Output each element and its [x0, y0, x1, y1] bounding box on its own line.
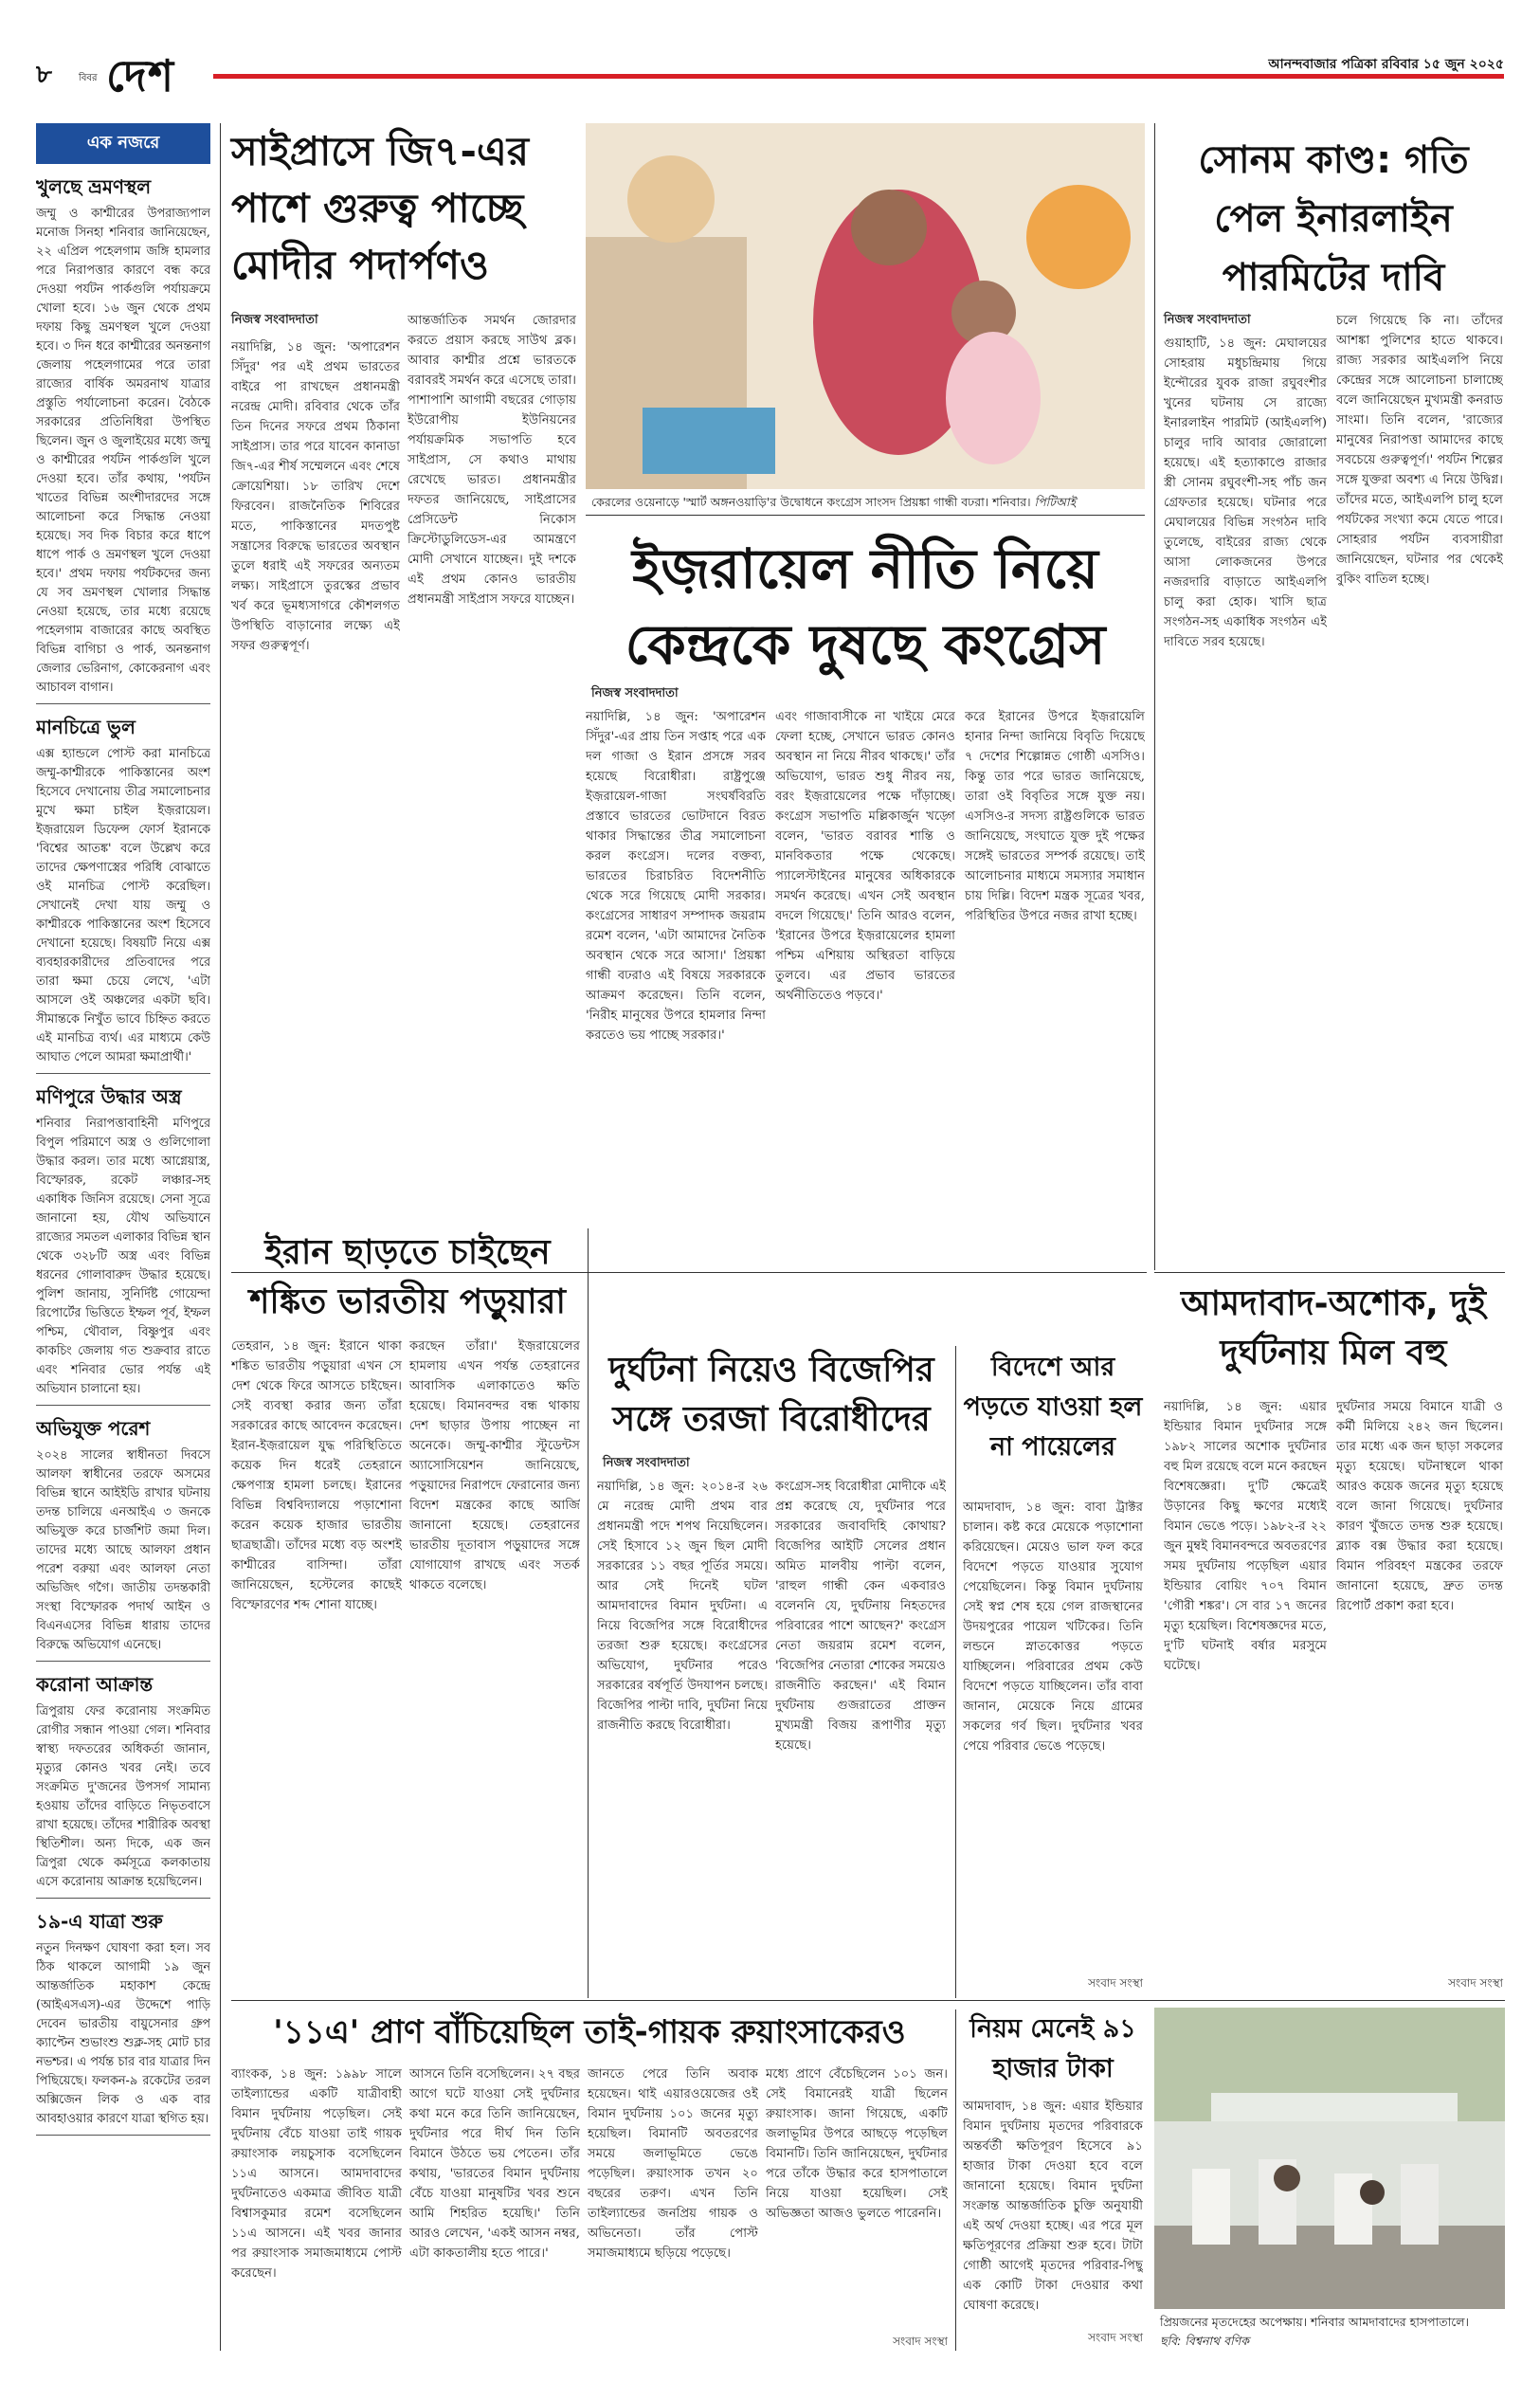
sidebar-banner [36, 123, 210, 164]
section-logo: দেশ [106, 50, 175, 101]
sidebar-item-head: অভিযুক্ত পরেশ [36, 1417, 151, 1440]
israel-headline: ইজ়রায়েল নীতি নিয়ে কেন্দ্রকে দুষছে কংগ্রেস [625, 536, 1106, 677]
bjp-col-2: কংগ্রেস-সহ বিরোধীরা মোদীকে এই প্রশ্ন করেছে যে, দুর্ঘটনার পরে সরকারের জবাবদিহি কোথায়? বিজেপির আইটি সেলের প্রধান অমিত মালবীয় পাল্টা বলেন, 'রাহুল গান্ধী কেন একবারও বলেননি যে, দুর্ঘটনায় নিহতদের পরিবারের পাশে আছেন?' কংগ্রেস নেতা জয়রাম রমেশ বলেন, 'বিজেপির নেতারা শোকের সময়েও রাজনীতি করছেন।' এই বিমান দুর্ঘটনায় গুজরাতের প্রাক্তন মুখ্যমন্ত্রী বিজয় রূপাণীর মৃত্যু হয়েছে। [775, 1480, 946, 1753]
photo-priyanka [586, 123, 1145, 489]
divider-right-col [1154, 123, 1155, 1270]
ahmedabad-col-2: দুর্ঘটনার সময়ে বিমানে যাত্রী ও কর্মী মিলিয়ে ২৪২ জন ছিলেন। তার মধ্যে এক জন ছাড়া সকলের মৃত্যু হয়েছে। ঘটনাস্থলে থাকা আরও কয়েক জনের মৃত্যু হয়েছে বলে জানা গিয়েছে। দুর্ঘটনার কারণ খুঁজতে তদন্ত শুরু হয়েছে। ব্ল্যাক বক্স উদ্ধার করা হয়েছে। বিমান পরিবহণ মন্ত্রকের তরফে জানানো হয়েছে, দ্রুত তদন্ত রিপোর্ট প্রকাশ করা হবে। [1336, 1400, 1503, 1613]
masthead-meta [1268, 53, 1504, 76]
eleven-col-4: মধ্যে প্রাণে বেঁচেছিলেন ১০১ জন। সেই বিমানেরই যাত্রী ছিলেন রুয়াংসাক। জানা গিয়েছে, একটি জলাভূমির উপরে আছড়ে পড়েছিল বিমানটি। তিনি জানিয়েছেন, দুর্ঘটনার পরে তাঁকে উদ্ধার করে হাসপাতালে নিয়ে যাওয়া হয়েছিল। সেই অভিজ্ঞতা আজও ভুলতে পারেননি। [766, 2067, 948, 2221]
sidebar-item [36, 1415, 210, 1662]
cyprus-headline: সাইপ্রাসে জি৭-এর পাশে গুরুত্ব পাচ্ছে মোদীর পদার্পণও [231, 128, 529, 288]
bjp-col-1: নয়াদিল্লি, ১৪ জুন: ২০১৪-র ২৬ মে নরেন্দ্র মোদী প্রথম বার প্রধানমন্ত্রী পদে শপথ নিয়েছিলেন। সেই হিসাবে ১২ জুন ছিল মোদী সরকারের ১১ বছর পূর্তির সময়ে। আর সেই দিনেই ঘটল আমদাবাদের বিমান দুর্ঘটনা। এ নিয়ে বিজেপির সঙ্গে বিরোধীদের তরজা শুরু হয়েছে। কংগ্রেসের অভিযোগ, দুর্ঘটনার পরেও সরকারের বর্ষপূর্তি উদযাপন চলছে। বিজেপির পাল্টা দাবি, দুর্ঘটনা নিয়ে রাজনীতি করছে বিরোধীরা। [597, 1480, 768, 1733]
logo-small: বিবর [79, 73, 98, 83]
sidebar-item-head: খুলছে ভ্রমণস্থল [36, 175, 152, 198]
sidebar-item [36, 173, 210, 704]
sonam-byline: নিজস্ব সংবাদদাতা [1164, 313, 1251, 327]
iran-col-2: করছেন তাঁরা।' ইজ়রায়েলের হামলায় এখন পর্যন্ত তেহরানের আবাসিক এলাকাতেও ক্ষতি হয়েছে। বিমানবন্দর বন্ধ থাকায় দেশ ছাড়ার উপায় পাচ্ছেন না অনেকে। জম্মু-কাশ্মীর স্টুডেন্টস অ্যাসোসিয়েশন জানিয়েছে, পড়ুয়াদের নিরাপদে ফেরানোর জন্য বিদেশ মন্ত্রকের কাছে আর্জি জানানো হয়েছে। তেহরানের ভারতীয় দূতাবাস পড়ুয়াদের সঙ্গে যোগাযোগ রাখছে এবং সতর্ক থাকতে বলেছে। [409, 1339, 580, 1592]
cyprus-byline: নিজস্ব সংবাদদাতা [231, 313, 318, 327]
sidebar-item-body: শনিবার নিরাপত্তাবাহিনী মণিপুরে বিপুল পরিমাণে অস্ত্র ও গুলিগোলা উদ্ধার করল। তার মধ্যে আগ্নেয়াস্ত্র, বিস্ফোরক, রকেট লঞ্চার-সহ একাধিক জিনিস রয়েছে। সেনা সূত্রে জানানো হয়, যৌথ অভিযানে রাজ্যের সমতল এলাকার বিভিন্ন স্থান থেকে ৩২৮টি অস্ত্র এবং বিভিন্ন ধরনের গোলাবারুদ উদ্ধার হয়েছে। পুলিশ জানায়, সুনির্দিষ্ট গোয়েন্দা রিপোর্টের ভিত্তিতে ইম্ফল পূর্ব, ইম্ফল পশ্চিম, থৌবাল, বিষ্ণুপুর এবং কাকচিং জেলায় গত শুক্রবার রাতে এবং শনিবার ভোর পর্যন্ত এই অভিযান চালানো হয়। [36, 1117, 210, 1396]
eleven-headline: '১১এ' প্রাণ বাঁচিয়েছিল তাই-গায়ক রুয়াংসাকেরও [273, 2013, 906, 2051]
sidebar-item-head: মানচিত্রে ভুল [36, 716, 136, 738]
photo-hospital-caption: প্রিয়জনের মৃতদেহের অপেক্ষায়। শনিবার আমদাবাদের হাসপাতালে। [1160, 2315, 1469, 2329]
masthead [0, 0, 1540, 101]
sidebar-divider [220, 123, 221, 2351]
israel-col-1: নয়াদিল্লি, ১৪ জুন: 'অপারেশন সিঁদুর'-এর প্রায় তিন সপ্তাহ পরে এক দল গাজা ও ইরান প্রসঙ্গে সরব হয়েছে বিরোধীরা। রাষ্ট্রপুঞ্জে ইজ়রায়েল-গাজা সংঘর্ষবিরতি প্রস্তাবে ভারতের ভোটদানে বিরত থাকার সিদ্ধান্তের তীব্র সমালোচনা করল কংগ্রেস। দলের বক্তব্য, ভারতের চিরাচরিত বিদেশনীতি থেকে সরে গিয়েছে মোদী সরকার। কংগ্রেসের সাধারণ সম্পাদক জয়রাম রমেশ বলেন, 'এটা আমাদের নৈতিক অবস্থান থেকে সরে আসা।' প্রিয়ঙ্কা গান্ধী বঢরাও এই বিষয়ে সরকারকে আক্রমণ করেছেন। তিনি বলেন, 'নিরীহ মানুষের উপরে হামলার নিন্দা করতেও ভয় পাচ্ছে সরকার।' [586, 710, 766, 1043]
sidebar-item [36, 714, 210, 1074]
photo-hospital-image [1154, 2008, 1505, 2309]
sonam-headline: সোনম কাণ্ড: গতি পেল ইনারলাইন পারমিটের দাবি [1198, 138, 1469, 300]
eleven-source: সংবাদ সংস্থা [893, 2335, 948, 2348]
sidebar-item-head: করোনা আক্রান্ত [36, 1673, 154, 1696]
abroad-body: আমদাবাদ, ১৪ জুন: বাবা ট্রাক্টর চালান। কষ্ট করে মেয়েকে পড়াশোনা করিয়েছেন। মেয়েও ভাল ফল করে বিদেশে পড়তে যাওয়ার সুযোগ পেয়েছিলেন। কিন্তু বিমান দুর্ঘটনায় সেই স্বপ্ন শেষ হয়ে গেল রাজস্থানের উদয়পুরের পায়েল খটিকের। তিনি লন্ডনে স্নাতকোত্তর পড়তে যাচ্ছিলেন। পরিবারের প্রথম কেউ বিদেশে পড়তে যাচ্ছিলেন। তাঁর বাবা জানান, মেয়েকে নিয়ে গ্রামের সকলের গর্ব ছিল। দুর্ঘটনার খবর পেয়ে পরিবার ভেঙে পড়েছে। [963, 1500, 1143, 1754]
sidebar-item [36, 1908, 210, 2136]
israel-col-3: করে ইরানের উপরে ইজ়রায়েলি হানার নিন্দা জানিয়ে বিবৃতি দিয়েছে ৭ দেশের শিল্পোন্নত গোষ্ঠী এসসিও। কিন্তু তার পরে ভারত জানিয়েছে, তারা ওই বিবৃতির সঙ্গে যুক্ত নয়। এসসিও-র সদস্য রাষ্ট্রগুলিকে ভারত জানিয়েছে, সংঘাতে যুক্ত দুই পক্ষের সঙ্গেই ভারতের সম্পর্ক রয়েছে। তাই আলোচনার মাধ্যমে সমস্যার সমাধান চায় দিল্লি। বিদেশ মন্ত্রক সূত্রের খবর, পরিস্থিতির উপরে নজর রাখা হচ্ছে। [965, 710, 1145, 923]
iran-col-1: তেহরান, ১৪ জুন: ইরানে থাকা শঙ্কিত ভারতীয় পড়ুয়ারা এখন সে দেশ থেকে ফিরে আসতে চাইছেন। সেই ব্যবস্থা করার জন্য তাঁরা সরকারের কাছে আবেদন করেছেন। ইরান-ইজ়রায়েল যুদ্ধ পরিস্থিতিতে কয়েক দিন ধরেই তেহরানে ক্ষেপণাস্ত্র হামলা চলছে। ইরানের বিভিন্ন বিশ্ববিদ্যালয়ে পড়াশোনা করেন কয়েক হাজার ভারতীয় ছাত্রছাত্রী। তাঁদের মধ্যে বড় অংশই কাশ্মীরের বাসিন্দা। তাঁরা জানিয়েছেন, হস্টেলের কাছেই বিস্ফোরণের শব্দ শোনা যাচ্ছে। [231, 1339, 402, 1612]
cyprus-col-2: আন্তর্জাতিক সমর্থন জোরদার করতে প্রয়াস করছে সাউথ ব্লক। আবার কাশ্মীর প্রশ্নে ভারতকে বরাবরই সমর্থন করে এসেছে তারা। পাশাপাশি আগামী বছরের গোড়ায় ইউরোপীয় ইউনিয়নের পর্যায়ক্রমিক সভাপতি হবে সাইপ্রাস, সে কথাও মাথায় রেখেছে ভারত। প্রধানমন্ত্রীর দফতর জানিয়েছে, সাইপ্রাসের প্রেসিডেন্ট নিকোস ক্রিস্টোডুলিডেস-এর আমন্ত্রণে মোদী সেখানে যাচ্ছেন। দুই দশকে এই প্রথম কোনও ভারতীয় প্রধানমন্ত্রী সাইপ্রাস সফরে যাচ্ছেন। [408, 314, 576, 607]
photo-priyanka-image [586, 123, 1145, 489]
divider-abroad [955, 1346, 956, 1998]
eleven-col-3: জানতে পেরে তিনি অবাক হয়েছেন। থাই এয়ারওয়েজের ওই বিমান দুর্ঘটনায় ১০১ জনের মৃত্যু হয়েছিল। বিমানটি অবতরণের সময়ে জলাভূমিতে ভেঙে পড়েছিল। রুয়াংসাক তখন ২০ বছরের তরুণ। এখন তিনি তাইল্যান্ডের জনপ্রিয় গায়ক ও অভিনেতা। তাঁর পোস্ট সমাজমাধ্যমে ছড়িয়ে পড়েছে। [588, 2067, 758, 2261]
norule-headline: নিয়ম মেনেই ৯১ হাজার টাকা [969, 2014, 1136, 2083]
issue-date: রবিবার ১৫ জুন ২০২৫ [1381, 57, 1504, 72]
photo-hospital [1154, 2008, 1505, 2309]
bjp-headline: দুর্ঘটনা নিয়েও বিজেপির সঙ্গে তরজা বিরোধীদের [608, 1351, 934, 1439]
sidebar-item-body: নতুন দিনক্ষণ ঘোষণা করা হল। সব ঠিক থাকলে আগামী ১৯ জুন আন্তর্জাতিক মহাকাশ কেন্দ্রে (আইএসএস)-এর উদ্দেশে পাড়ি দেবেন ভারতীয় বায়ুসেনার গ্রুপ ক্যাপ্টেন শুভাংশু শুক্ল-সহ মোট চার নভশ্চর। এ পর্যন্ত চার বার যাত্রার দিন পিছিয়েছে। ফলকন-৯ রকেটের তরল অক্সিজেন লিক ও এক বার আবহাওয়ার কারণে যাত্রা স্থগিত হয়। [36, 1941, 210, 2126]
sonam-col-2: চলে গিয়েছে কি না। তাঁদের আশঙ্কা পুলিশের হাতে থাকবে। রাজ্য সরকার আইএলপি নিয়ে কেন্দ্রের সঙ্গে আলোচনা চালাচ্ছে বলে জানিয়েছেন মুখ্যমন্ত্রী কনরাড সাংমা। তিনি বলেন, 'রাজ্যের মানুষের নিরাপত্তা আমাদের কাছে সবচেয়ে গুরুত্বপূর্ণ।' পর্যটন শিল্পের সঙ্গে যুক্তরা অবশ্য এ নিয়ে উদ্বিগ্ন। তাঁদের মতে, আইএলপি চালু হলে পর্যটকের সংখ্যা কমে যেতে পারে। সোহরার পর্যটন ব্যবসায়ীরা জানিয়েছেন, ঘটনার পর থেকেই বুকিং বাতিল হচ্ছে। [1336, 314, 1503, 587]
ahmedabad-col-1: নয়াদিল্লি, ১৪ জুন: এয়ার ইন্ডিয়ার বিমান দুর্ঘটনার সঙ্গে ১৯৮২ সালের অশোক দুর্ঘটনার বহু মিল রয়েছে বলে মনে করছেন বিশেষজ্ঞেরা। দু'টি ক্ষেত্রেই উড়ানের কিছু ক্ষণের মধ্যেই বিমান ভেঙে পড়ে। ১৯৮২-র ২২ জুন মুম্বই বিমানবন্দরে অবতরণের সময় দুর্ঘটনায় পড়েছিল এয়ার ইন্ডিয়ার বোয়িং ৭০৭ বিমান 'গৌরী শঙ্কর'। সে বার ১৭ জনের মৃত্যু হয়েছিল। বিশেষজ্ঞদের মতে, দু'টি ঘটনাই বর্ষার মরসুমে ঘটেছে। [1164, 1400, 1327, 1673]
sidebar [36, 123, 210, 2351]
publication-name: আনন্দবাজার পত্রিকা [1268, 57, 1377, 72]
israel-byline: নিজস্ব সংবাদদাতা [591, 686, 679, 700]
cyprus-col-1: নয়াদিল্লি, ১৪ জুন: 'অপারেশন সিঁদুর' পর এই প্রথম ভারতের বাইরে পা রাখছেন প্রধানমন্ত্রী নরেন্দ্র মোদী। রবিবার থেকে তাঁর তিন দিনের সফরে প্রথম ঠিকানা সাইপ্রাস। তার পরে যাবেন কানাডা জি৭-এর শীর্ষ সম্মেলনে এবং শেষে ক্রোয়েশিয়া। ১৮ তারিখ দেশে ফিরবেন। রাজনৈতিক শিবিরের মতে, পাকিস্তানের মদতপুষ্ট সন্ত্রাসের বিরুদ্ধে ভারতের অবস্থান তুলে ধরাই এই সফরের অন্যতম লক্ষ্য। সাইপ্রাসে তুরস্কের প্রভাব খর্ব করে ভূমধ্যসাগরে কৌশলগত উপস্থিতি বাড়ানোর লক্ষ্যে এই সফর গুরুত্বপূর্ণ। [231, 340, 400, 653]
sidebar-item [36, 1671, 210, 1899]
sidebar-item-body: জম্মু ও কাশ্মীরের উপরাজ্যপাল মনোজ সিনহা শনিবার জানিয়েছেন, ২২ এপ্রিল পহেলগাম জঙ্গি হামলার পরে নিরাপত্তার কারণে বন্ধ করে দেওয়া পর্যটন পার্কগুলি পর্যায়ক্রমে খোলা হবে। ১৬ জুন থেকে প্রথম দফায় কিছু ভ্রমণস্থল খুলে দেওয়া হবে। ৩ দিন ধরে কাশ্মীরের অনন্তনাগ জেলায় পহেলগামের পরে তারা রাজ্যের বার্ষিক অমরনাথ যাত্রার প্রস্তুতি পর্যালোচনা করেন। বৈঠকে সরকারের প্রতিনিধিরা উপস্থিত ছিলেন। জুন ও জুলাইয়ের মধ্যে জম্মু ও কাশ্মীরের পর্যটন পার্কগুলি খুলে দেওয়া হবে। তাঁর কথায়, 'পর্যটন খাতের বিভিন্ন অংশীদারদের সঙ্গে আলোচনা করে সিদ্ধান্ত নেওয়া হয়েছে। সব দিক বিচার করে ধাপে ধাপে পার্ক ও ভ্রমণস্থল খুলে দেওয়া হবে।' প্রথম দফায় পর্যটকদের জন্য যে সব ভ্রমণস্থল খোলার সিদ্ধান্ত নেওয়া হয়েছে, তার মধ্যে রয়েছে পহেলগাম বাজারের কাছে অবস্থিত বিভিন্ন বাগিচা ও পার্ক, অনন্তনাগ জেলার ভেরিনাগ, কোকেরনাগ এবং আচাবল বাগান। [36, 207, 210, 695]
divider-bottom-band [231, 2000, 1505, 2001]
eleven-col-2: আসনে তিনি বসেছিলেন। ২৭ বছর আগে ঘটে যাওয়া সেই দুর্ঘটনার কথা মনে করে তিনি জানিয়েছেন, দুর্ঘটনার পরে দীর্ঘ দিন তিনি বিমানে উঠতে ভয় পেতেন। তাঁর কথায়, 'ভারতের বিমান দুর্ঘটনায় বেঁচে যাওয়া মানুষটির খবর শুনে আমি শিহরিত হয়েছি।' তিনি আরও লেখেন, 'একই আসন নম্বর, এটা কাকতালীয় হতে পারে।' [409, 2067, 580, 2261]
sonam-col-1: গুয়াহাটি, ১৪ জুন: মেঘালয়ের সোহরায় মধুচন্দ্রিমায় গিয়ে ইন্দৌরের যুবক রাজা রঘুবংশীর খুনের ঘটনায় সে রাজ্যে ইনারলাইন পারমিট (আইএলপি) চালুর দাবি আবার জোরালো হয়েছে। এই হত্যাকাণ্ডে রাজার স্ত্রী সোনম রঘুবংশী-সহ পাঁচ জন গ্রেফতার হয়েছে। ঘটনার পরে মেঘালয়ের বিভিন্ন সংগঠন দাবি তুলেছে, বাইরের রাজ্য থেকে আসা লোকজনের উপরে নজরদারি বাড়াতে আইএলপি চালু করা হোক। খাসি ছাত্র সংগঠন-সহ একাধিক সংগঠন এই দাবিতে সরব হয়েছে। [1164, 336, 1327, 649]
sidebar-banner-label: এক নজরে [86, 133, 160, 153]
norule-source: সংবাদ সংস্থা [1088, 2331, 1143, 2344]
photo-priyanka-caption [591, 495, 1145, 514]
sidebar-item [36, 1083, 210, 1406]
sidebar-item-body: ২০২৪ সালের স্বাধীনতা দিবসে আলফা স্বাধীনের তরফে অসমের বিভিন্ন স্থানে আইইডি রাখার ঘটনায় তদন্ত চালিয়ে এনআইএ ৩ জনকে অভিযুক্ত করে চার্জশিট জমা দিল। তাদের মধ্যে আছে আলফা প্রধান পরেশ বরুয়া এবং আলফা নেতা অভিজিৎ গগৈ। জাতীয় তদন্তকারী সংস্থা বিস্ফোরক পদার্থ আইন ও বিএনএসের বিভিন্ন ধারায় তাদের বিরুদ্ধে অভিযোগ এনেছে। [36, 1448, 210, 1652]
photo-priyanka-caption-text: কেরলের ওয়েনাড়ে 'স্মার্ট অঙ্গনওয়াড়ি'র উদ্বোধনে কংগ্রেস সাংসদ প্রিয়ঙ্কা গান্ধী বঢরা। শনিবার। [591, 495, 1031, 509]
divider-norule [955, 2009, 956, 2351]
sidebar-item-head: মণিপুরে উদ্ধার অস্ত্র [36, 1085, 182, 1108]
sidebar-item-body: ত্রিপুরায় ফের করোনায় সংক্রমিত রোগীর সন্ধান পাওয়া গেল। শনিবার স্বাস্থ্য দফতরের অধিকর্তা জানান, মৃত্যুর কোনও খবর নেই। তবে সংক্রমিত দু'জনের উপসর্গ সামান্য হওয়ায় তাঁদের বাড়িতে নিভৃতবাসে রাখা হয়েছে। তাঁদের শারীরিক অবস্থা স্থিতিশীল। অন্য দিকে, এক জন ত্রিপুরা থেকে কর্মসূত্রে কলকাতায় এসে করোনায় আক্রান্ত হয়েছিলেন। [36, 1704, 210, 1889]
israel-col-2: এবং গাজাবাসীকে না খাইয়ে মেরে ফেলা হচ্ছে, সেখানে ভারত কোনও অবস্থান না নিয়ে নীরব থাকছে।' তাঁর অভিযোগ, ভারত শুধু নীরব নয়, বরং ইজ়রায়েলের পক্ষে দাঁড়াচ্ছে। কংগ্রেস সভাপতি মল্লিকার্জুন খড়্গে বলেন, 'ভারত বরাবর শান্তি ও মানবিকতার পক্ষে থেকেছে। প্যালেস্টাইনের মানুষের অধিকারকে সমর্থন করেছে। এখন সেই অবস্থান বদলে গিয়েছে।' তিনি আরও বলেন, 'ইরানের উপরে ইজ়রায়েলের হামলা পশ্চিম এশিয়ায় অস্থিরতা বাড়িয়ে তুলবে। এর প্রভাব ভারতের অর্থনীতিতেও পড়বে।' [775, 710, 955, 1003]
divider-ahmedabad-top [1154, 1272, 1505, 1273]
sidebar-item-body: এক্স হ্যান্ডলে পোস্ট করা মানচিত্রে জম্মু-কাশ্মীরকে পাকিস্তানের অংশ হিসেবে দেখানোয় তীব্র সমালোচনার মুখে ক্ষমা চাইল ইজ়রায়েল। ইজ়রায়েল ডিফেন্স ফোর্স ইরানকে 'বিশ্বের আতঙ্ক' বলে উল্লেখ করে তাদের ক্ষেপণাস্ত্রের পরিধি বোঝাতে ওই মানচিত্র পোস্ট করেছিল। সেখানেই দেখা যায় জম্মু ও কাশ্মীরকে পাকিস্তানের অংশ হিসেবে দেখানো হয়েছে। বিষয়টি নিয়ে এক্স ব্যবহারকারীদের প্রতিবাদের পরে তারা ক্ষমা চেয়ে লেখে, 'এটা আসলে ওই অঞ্চলের একটা ছবি। সীমান্তকে নিখুঁত ভাবে চিহ্নিত করতে এই মানচিত্র ব্যর্থ। এর মাধ্যমে কেউ আঘাত পেলে আমরা ক্ষমাপ্রার্থী।' [36, 747, 210, 1064]
iran-headline: ইরান ছাড়তে চাইছেন শঙ্কিত ভারতীয় পড়ুয়ারা [249, 1233, 566, 1321]
ahmedabad-source: সংবাদ সংস্থা [1448, 1976, 1503, 1990]
sidebar-item-head: ১৯-এ যাত্রা শুরু [36, 1910, 163, 1933]
abroad-headline: বিদেশে আর পড়তে যাওয়া হল না পায়েলের [963, 1353, 1143, 1462]
photo-hospital-credit: ছবি: বিশ্বনাথ বণিক [1160, 2334, 1249, 2348]
divider-iran [588, 1228, 589, 1998]
abroad-source: সংবাদ সংস্থা [1088, 1976, 1143, 1990]
divider-photo1 [586, 515, 1145, 516]
norule-body: আমদাবাদ, ১৪ জুন: এয়ার ইন্ডিয়ার বিমান দুর্ঘটনায় মৃতদের পরিবারকে অন্তর্বর্তী ক্ষতিপূরণ হিসেবে ৯১ হাজার টাকা দেওয়া হবে বলে জানানো হয়েছে। বিমান দুর্ঘটনা সংক্রান্ত আন্তর্জাতিক চুক্তি অনুযায়ী এই অর্থ দেওয়া হচ্ছে। এর পরে মূল ক্ষতিপূরণের প্রক্রিয়া শুরু হবে। টাটা গোষ্ঠী আগেই মৃতদের পরিবার-পিছু এক কোটি টাকা দেওয়ার কথা ঘোষণা করেছে। [963, 2100, 1143, 2313]
eleven-col-1: ব্যাংকক, ১৪ জুন: ১৯৯৮ সালে তাইল্যান্ডের একটি যাত্রীবাহী বিমান দুর্ঘটনায় পড়েছিল। সেই দুর্ঘটনায় বেঁচে যাওয়া তাই গায়ক রুয়াংসাক লয়চুসাক বসেছিলেন ১১এ আসনে। আমদাবাদের দুর্ঘটনাতেও একমাত্র জীবিত যাত্রী বিশ্বাসকুমার রমেশ বসেছিলেন ১১এ আসনে। এই খবর জানার পর রুয়াংসাক সমাজমাধ্যমে পোস্ট করেছেন। [231, 2067, 402, 2281]
ahmedabad-headline: আমদাবাদ-অশোক, দুই দুর্ঘটনায় মিল বহু [1180, 1284, 1487, 1373]
photo-priyanka-credit: পিটিআই [1034, 495, 1077, 509]
bjp-byline: নিজস্ব সংবাদদাতা [603, 1456, 690, 1470]
sidebar-items [36, 173, 210, 2136]
page-number: ৮ [36, 61, 52, 89]
